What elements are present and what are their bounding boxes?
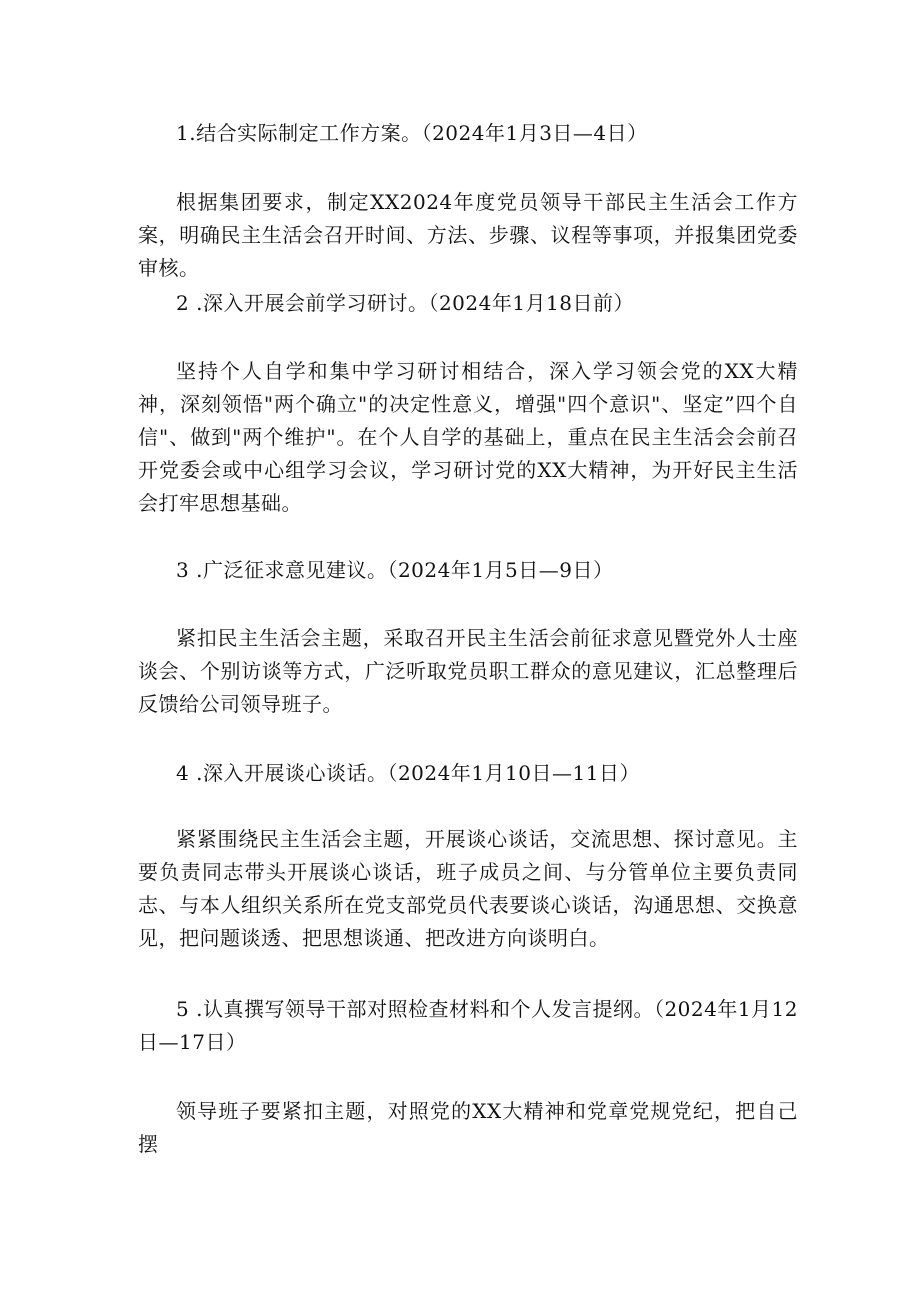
section-heading-4: 4 .深入开展谈心谈话。（2024年1月10日—11日） — [176, 761, 640, 785]
section-heading-2: 2 .深入开展会前学习研讨。（2024年1月18日前） — [176, 291, 635, 315]
section-body-1: 根据集团要求，制定XX2024年度党员领导干部民主生活会工作方案，明确民主生活会召开时间、方法、步骤、议程等事项，并报集团党委审核。 — [138, 190, 798, 280]
section-body-3: 紧扣民主生活会主题，采取召开民主生活会前征求意见暨党外人士座谈会、个别访谈等方式，广泛听取党员职工群众的意见建议，汇总整理后反馈给公司领导班子。 — [138, 626, 798, 716]
section-body-5: 领导班子要紧扣主题，对照党的XX大精神和党章党规党纪，把自己摆 — [138, 1099, 798, 1156]
section-body-4: 紧紧围绕民主生活会主题，开展谈心谈话，交流思想、探讨意见。主要负责同志带头开展谈心谈话，班子成员之间、与分管单位主要负责同志、与本人组织关系所在党支部党员代表要谈心谈话，沟通思想、交换意见，把问题谈透、把思想谈通、把改进方向谈明白。 — [138, 827, 798, 950]
section-heading-3: 3 .广泛征求意见建议。（2024年1月5日—9日） — [176, 558, 614, 582]
section-heading-1: 1.结合实际制定工作方案。（2024年1月3日—4日） — [176, 121, 648, 145]
section-heading-5: 5 .认真撰写领导干部对照检查材料和个人发言提纲。（2024年1月12日—17日） — [138, 997, 799, 1054]
section-body-2: 坚持个人自学和集中学习研讨相结合，深入学习领会党的XX大精神，深刻领悟"两个确立"的决定性意义，增强"四个意识"、坚定”四个自信"、做到"两个维护"。在个人自学的基础上，重点在民主生活会会前召开党委会或中心组学习会议，学习研讨党的XX大精神，为开好民主生活会打牢思想基础。 — [138, 359, 798, 515]
